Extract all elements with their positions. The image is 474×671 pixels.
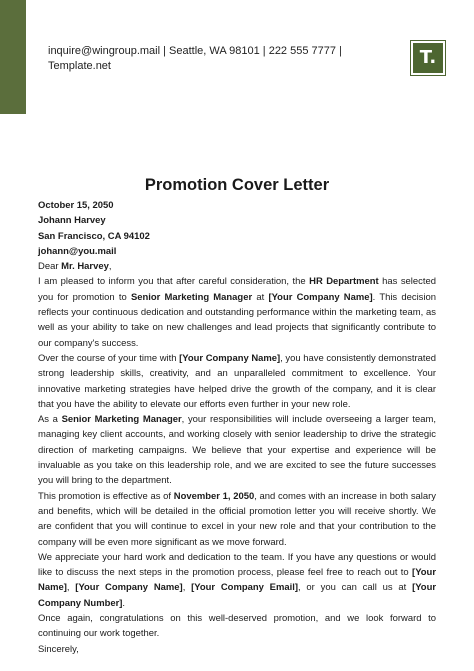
recipient-name: Johann Harvey [38,215,106,227]
paragraph-4: This promotion is effective as of November 1, 2050, and comes with an increase in both salary and benefits, which will be detailed in the official promotion letter you will receive shortly. We are confident that you will continue to excel in your new role and that your contribution to the company will be even more significant as we move forward. [38,490,436,548]
paragraph-3: As a Senior Marketing Manager, your responsibilities will include overseeing a larger team, managing key client accounts, and working closely with senior leadership to drive the strategic direction of marketing campaigns. We believe that your expertise and experience will be invaluable as you take on this leadership role, and we are excited to see the future successes you will bring to the department. [38,414,436,487]
recipient-city: San Francisco, CA 94102 [38,230,150,242]
accent-bar [0,0,26,114]
template-logo [411,41,445,75]
paragraph-1: I am pleased to inform you that after careful consideration, the HR Department has selected you for promotion to Senior Marketing Manager at [Your Company Name]. This decision reflects your continuous dedication and outstanding performance within the marketing team, as well as your ability to take on new challenges and lead projects that significantly contribute to our company's success. [38,276,436,349]
letter-date: October 15, 2050 [38,200,114,211]
logo-letter: T. [419,47,437,68]
paragraph-2: Over the course of your time with [Your Company Name], you have consistently demonstrated strong leadership skills, creativity, and an unparalleled commitment to excellence. Your innovative marketing strategies have helped drive the growth of the company, and it is clear that you have the ability to elevate our efforts even further in your new role. [38,352,437,410]
contact-info [48,44,368,74]
paragraph-5: We appreciate your hard work and dedication to the team. If you have any questions or would like to discuss the next steps in the promotion process, please feel free to reach out to [Your Name], [Your Company Name], [Your Company Email], or you can call us at [Your Company Number]. [38,551,437,609]
page-title: Promotion Cover Letter [144,176,330,194]
contact-website: Template.net [48,60,111,72]
letter-body [38,198,436,657]
contact-line: inquire@wingroup.mail | Seattle, WA 98101 | 222 555 7777 | [48,45,342,57]
closing: Sincerely, [38,643,79,655]
salutation: Dear Mr. Harvey, [38,261,112,273]
recipient-email: johann@you.mail [38,245,117,257]
paragraph-6: Once again, congratulations on this well-deserved promotion, and we look forward to continuing our work together. [38,613,436,640]
